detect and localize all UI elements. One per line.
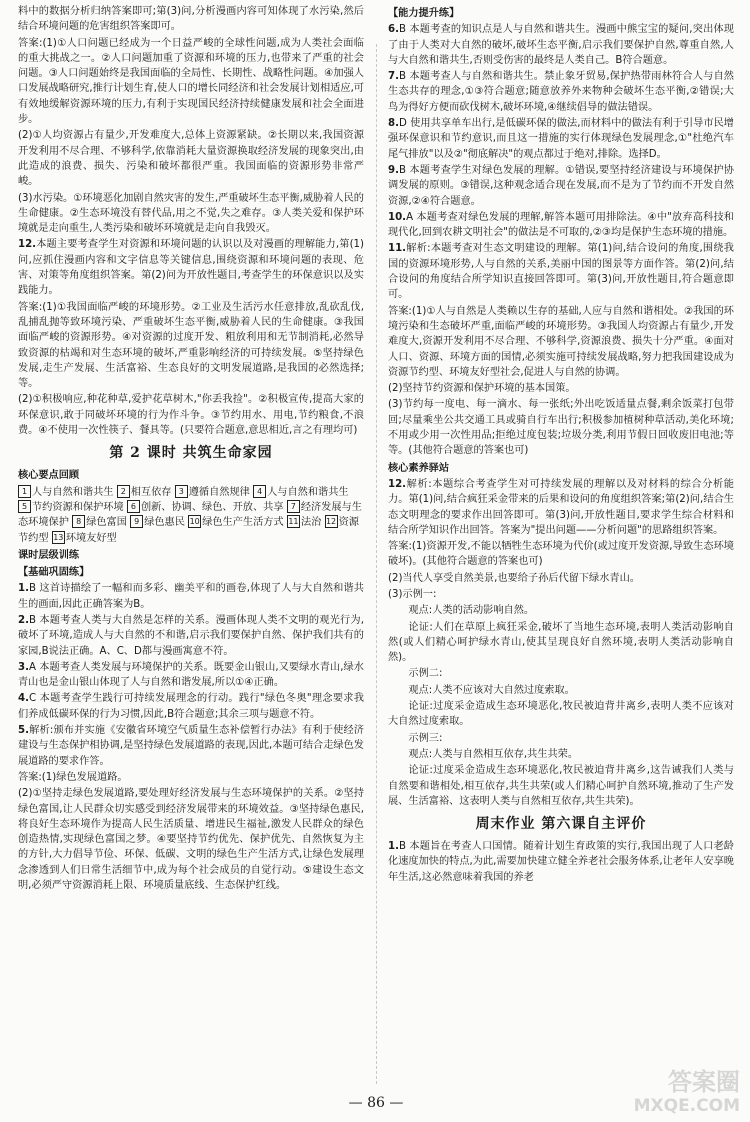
question-item: 12.解析:本题综合考查学生对可持续发展的理解以及对材料的综合分析能力。第(1)问,结合疯狂采金带来的后果和设问的角度组织答案;第(2)问,结合生态文明理念的要求作出回答即可。第(3)问,开放性题目,要求学生综合材料和结合所学知识作出回答。答案为"提出问题——分析问题"的思路组织答案。	[388, 478, 734, 536]
intro-paragraph: 料中的数据分析归纳答案即可;第(3)问,分析漫画内容可知体现了水污染,然后结合环境问题的危害组织答案即可。	[18, 6, 364, 33]
basic-practice-label: 【基础巩固练】	[18, 567, 90, 579]
q5-answer-paragraph: (2)①坚持走绿色发展道路,要处理好经济发展与生态环境保护的关系。②坚持绿色富国,让人民群众切实感受到经济发展带来的环境效益。③坚持绿色惠民,将良好生态环境作为提高人民生活质量、增进民生福祉,激发人民群众的绿色创造热情,实现绿色富国之梦。④要坚持节约优先、保护优先、自然恢复为主的方针,大力倡导节俭、环保、低碳、文明的绿色生产生活方式,让绿色发展理念渗透到人们日常生活细节中,成为每个社会成员的自觉行动。⑤建设生态文明,必须严守资源消耗上限、环境质量底线、生态保护红线。	[18, 788, 364, 892]
question-item: 8.D 使用共享单车出行,是低碳环保的做法,而材料中的做法有利于引导市民增强环保意识和节约意识,而且这一措施的实行体现绿色发展理念,①"杜绝汽车尾气排放"以及②"彻底解决"的观点都过于绝对,排除。选择D。	[388, 118, 734, 160]
question-item: 10.A 本题考查对绿色发展的理解,解答本题可用排除法。④中"放弃高科技和现代化,回到农耕文明社会"的做法是不可取的,②③均是保护生态环境的措施。	[388, 211, 734, 239]
core-point: 3 遵循自然规律	[175, 487, 253, 498]
weekly-assignment-title: 周末作业 第六课自主评价	[475, 816, 647, 833]
q11-answer-paragraph: 答案:(1)①人与自然是人类赖以生存的基础,人应与自然和谐相处。②我国的环境污染和生态破坏严重,面临严峻的环境形势。③我国人均资源占有量少,开发难度大,资源开发利用不尽合理、不够科学,资源浪费、损失十分严重。④面对人口、资源、环境方面的国情,必须实施可持续发展战略,努力把我国建设成为资源节约型、环境友好型社会,促进人与自然的协调。	[388, 305, 734, 378]
q12-answer-line: 答案:(1)资源开发,不能以牺牲生态环境为代价(或过度开发资源,导致生态环境破坏)。(其他符合题意的答案也可)	[388, 541, 734, 568]
q12-answer-line: 论证:过度采金造成生态环境恶化,牧民被迫背井离乡,表明人类不应该对大自然过度索取。	[388, 701, 734, 728]
answer-paragraph: (3)水污染。①环境恶化加剧自然灾害的发生,严重破坏生态平衡,威胁着人民的生命健康。②生态环境没有替代品,用之不觉,失之难存。③人类关爱和保护环境就是走向重生,人类污染和破坏环境就是走向自我毁灭。	[18, 192, 364, 235]
q12-answer-line: 论证:人们在草原上疯狂采金,破坏了当地生态环境,表明人类活动影响自然(或人们精心呵护绿水青山,使其呈现良好自然环境,表明人类活动影响自然)。	[388, 621, 734, 664]
question-item: 3.A 本题考查人类发展与环境保护的关系。既要金山银山,又要绿水青山,绿水青山也是金山银山体现了人与自然和谐发展,所以①④正确。	[18, 661, 364, 689]
question-item: 9.B 本题考查学生对绿色发展的理解。①错误,要坚持经济建设与环境保护协调发展的原则。③错误,这种观念适合现在发展,而不是为了节约而不开发自然资源,②④符合题意。	[388, 164, 734, 207]
lesson-title: 第 2 课时 共筑生命家园	[109, 445, 273, 462]
answer-paragraph: (2)①人均资源占有量少,开发难度大,总体上资源紧缺。②长期以来,我国资源开发利用不尽合理、不够科学,依靠消耗大量资源换取经济发展的现象突出,由此造成的浪费、损失、污染和破坏都很严重。我国面临的资源形势非常严峻。	[18, 130, 364, 188]
q5-answer-paragraph: 答案:(1)绿色发展道路。	[18, 771, 128, 783]
core-point: 7 经济发展与生态环境保护	[18, 501, 362, 529]
q12-answer-line: 观点:人类不应该对大自然过度索取。	[408, 684, 575, 696]
core-point: 2 相互依存	[117, 487, 175, 498]
question-item: 1.B 本题旨在考查人口国情。随着计划生育政策的实行,我国出现了人口老龄化速度加快的特点,为此,需要加快建立健全养老社会服务体系,让老年人安享晚年生活,这必然意味着我国的养老	[388, 841, 734, 883]
core-point: 5 节约资源和保护环境	[18, 502, 127, 513]
left-column	[18, 4, 364, 1084]
core-points-list	[18, 485, 364, 546]
core-literacy-label: 核心素养驿站	[388, 462, 450, 474]
core-points-label: 核心要点回顾	[18, 470, 80, 482]
question-item: 7.B 本题考查人与自然和谐共生。禁止象牙贸易,保护热带雨林符合人与自然生态共存的理念,①③符合题意;随意放养外来物种会破坏生态平衡,②错误;大鸟为得好方便而砍伐树木,破坏环境,④继续倡导的做法错误。	[388, 71, 734, 113]
answer-paragraph: 答案:(1)①人口问题已经成为一个日益严峻的全球性问题,成为人类社会面临的重大挑战之一。②人口问题加重了资源和环境的压力,也带来了严重的社会问题。③人口问题始终是我国面临的全局性、长期性、战略性问题。④加强人口发展战略研究,推行计划生育,使人口的增长同经济和社会发展计划相适应,可有效地缓解资源环境的压力,有利于实现国民经济持续健康发展和社会全面进步。	[18, 37, 364, 126]
core-point: 4 人与自然和谐共生	[253, 487, 349, 498]
question-item: 5.解析:颁布并实施《安徽省环境空气质量生态补偿暂行办法》有利于使经济建设与生态保护相协调,是坚持绿色发展道路的表现,因此,本题可结合走绿色发展道路的要求作答。	[18, 725, 364, 767]
q12-answer-line: 示例二:	[408, 668, 443, 680]
question-12-analysis: 12.本题主要考查学生对资源和环境问题的认识以及对漫画的理解能力,第(1)问,应抓住漫画内容和文字信息等关键信息,围绕资源和环境问题的表现、危害、对策等角度组织答案。第(2)问为开放性题目,考查学生的环保意识以及实践能力。	[18, 239, 364, 297]
core-point: 1 人与自然和谐共生	[18, 487, 117, 498]
core-point: 13 环境友好型	[53, 532, 117, 544]
site-watermark	[618, 1068, 740, 1120]
question-item: 6.B 本题考查的知识点是人与自然和谐共生。漫画中熊宝宝的疑问,突出体现了由于人类对大自然的破坏,破坏生态平衡,启示我们要保护自然,尊重自然,人与大自然和谐共生,否则受伤害的最终是人类自己。B符合题意。	[388, 24, 734, 66]
core-point: 12 资源节约型	[18, 517, 359, 544]
column-divider	[376, 44, 377, 1084]
q11-answer-paragraph: (3)节约每一度电、每一滴水、每一张纸;外出吃饭适量点餐,剩余饭菜打包带回;尽量乘坐公共交通工具或骑自行车出行;积极参加植树种草活动,美化环境;不用或少用一次性用品;拒绝过度包装;垃圾分类,利用节假日回收废旧电池;等等。(其他符合题意的答案也可)	[388, 399, 734, 457]
watermark-logo: 答案圈	[668, 1068, 740, 1096]
q12-answer-line: 示例三:	[408, 732, 443, 744]
q11-answer-paragraph: (2)坚持节约资源和保护环境的基本国策。	[388, 383, 576, 395]
core-point: 11 法治	[288, 517, 322, 529]
question-item: 11.解析:本题考查对生态文明建设的理解。第(1)问,结合设问的角度,围绕我国的资源环境形势,人与自然的关系,美丽中国的图景等方面作答。第(2)问,结合设问的角度结合所学知识直接回答即可。第(3)问,开放性题目,符合题意即可。	[388, 243, 734, 301]
core-point: 10 绿色生产生活方式	[189, 517, 284, 529]
page-number: — 86 —	[348, 1095, 404, 1111]
answer-block	[18, 36, 364, 237]
q12-answer-line: 论证:过度采金造成生态环境恶化,牧民被迫背井离乡,这告诫我们人类与自然要和谐相处,相互依存,共生共荣(或人们精心呵护自然环境,推动了生产发展、生活富裕、这表明人类与自然相互依存,共生共荣)。	[388, 765, 734, 807]
watermark-url: MXQE.COM	[633, 1096, 740, 1116]
q12-answer-line: (2)当代人享受自然美景,也要给子孙后代留下绿水青山。	[388, 572, 640, 584]
ability-practice-label: 【能力提升练】	[388, 8, 460, 19]
q12-answer-line: 观点:人类与自然相互依存,共生共荣。	[408, 748, 579, 760]
question-item: 1.B 这首诗描绘了一幅和而多彩、幽美平和的画卷,体现了人与大自然和谐共生的画面,因此正确答案为B。	[18, 583, 364, 610]
question-item: 4.C 本题考查学生践行可持续发展理念的行动。践行"绿色冬奥"理念要求我们养成低碳环保的行为习惯,因此,B符合题意;其余三项与题意不符。	[18, 693, 364, 720]
answer-key-page	[18, 4, 734, 1112]
q12-answer-paragraph: 答案:(1)①我国面临严峻的环境形势。②工业及生活污水任意排放,乱砍乱伐,乱捕乱抛等致环境污染、严重破坏生态平衡,威胁着人民的生命健康。③我国面临严峻的资源形势。④对资源的过度开发、粗放利用和无节制消耗,必然导致资源的枯竭和对生态环境的破坏,严重影响经济的可持续发展。⑤坚持绿色发展,走生产发展、生活富裕、生态良好的文明发展道路,是我国的必然选择;等。	[18, 301, 364, 390]
core-point: 9 绿色惠民	[130, 517, 188, 528]
question-item: 2.B 本题考查人类与大自然是怎样的关系。漫画体现人类不文明的观光行为,破坏了环境,造成人与大自然的不和谐,启示我们要保护自然、保护我们共有的家园,B说法正确。A、C、D都与漫画寓意不符。	[18, 614, 364, 657]
q12-answer-paragraph: (2)①积极响应,种花种草,爱护花草树木,"你丢我捡"。②积极宣传,提高大家的环保意识,敢于同破坏环境的行为作斗争。③节约用水、用电,节约粮食,不浪费。④不使用一次性筷子、餐具等。(只要符合题意,意思相近,言之有理均可)	[18, 394, 364, 437]
practice-label: 课时层级训练	[18, 549, 80, 561]
q12-answer-line: 观点:人类的活动影响自然。	[408, 605, 535, 617]
q12-answer-line: (3)示例一:	[388, 588, 437, 600]
right-column	[388, 4, 734, 1084]
core-point: 8 绿色富国	[72, 517, 130, 528]
core-point: 6 创新、协调、绿色、开放、共享	[127, 502, 287, 513]
